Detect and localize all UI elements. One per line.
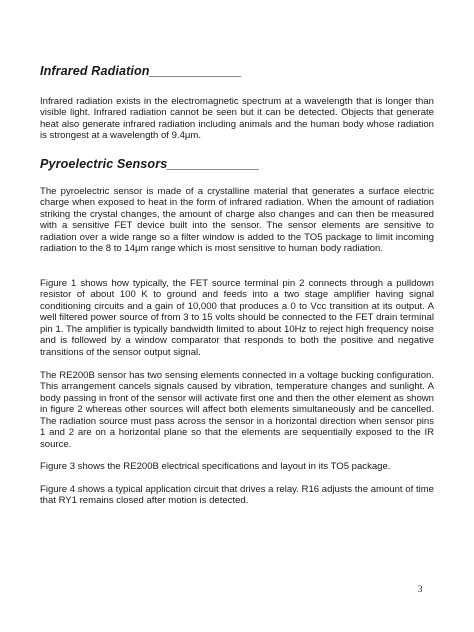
paragraph-re200b-sensor: The RE200B sensor has two sensing elements connected in a voltage bucking configuration. This arrangement cancels signals caused by vibration, temperature changes and sunlight. A body passing in front of the sensor will activate first one and then the other element as shown in figure 2 whereas other sources will affect both elements simultaneously and be cancelled. The radiation source must pass across the sensor in a horizontal direction when sensor pins 1 and 2 are on a horizontal plane so that the elements are sequentially exposed to the IR source. [40, 370, 434, 450]
section-heading-infrared-radiation: Infrared Radiation_____________ [40, 64, 242, 78]
section-heading-pyroelectric-sensors: Pyroelectric Sensors_____________ [40, 157, 260, 171]
paragraph-infrared-radiation: Infrared radiation exists in the electromagnetic spectrum at a wavelength that is longer than visible light. Infrared radiation cannot be seen but it can be detected. Objects that generate heat also generate infrared radiation including animals and the human body whose radiation is strongest at a wavelength of 9.4μm. [40, 96, 434, 142]
paragraph-figure-4: Figure 4 shows a typical application circuit that drives a relay. R16 adjusts the amount of time that RY1 remains closed after motion is detected. [40, 484, 434, 507]
paragraph-pyroelectric-material: The pyroelectric sensor is made of a crystalline material that generates a surface electric charge when exposed to heat in the form of infrared radiation. When the amount of radiation striking the crystal changes, the amount of charge also changes and can then be measured with a sensitive FET device built into the sensor. The sensor elements are sensitive to radiation over a wide range so a filter window is added to the TO5 package to limit incoming radiation to the 8 to 14μm range which is most sensitive to human body radiation. [40, 186, 434, 255]
paragraph-figure-3: Figure 3 shows the RE200B electrical specifications and layout in its TO5 package. [40, 461, 391, 472]
page-number: 3 [418, 584, 423, 594]
paragraph-figure-1: Figure 1 shows how typically, the FET source terminal pin 2 connects through a pulldown resistor of about 100 K to ground and feeds into a two stage amplifier having signal conditioning circuits and a gain of 10,000 that produces a 0 to Vcc transition at its output. A well filtered power source of from 3 to 15 volts should be connected to the FET drain terminal pin 1. The amplifier is typically bandwidth limited to about 10Hz to reject high frequency noise and is followed by a window comparator that responds to both the positive and negative transitions of the sensor output signal. [40, 278, 434, 358]
